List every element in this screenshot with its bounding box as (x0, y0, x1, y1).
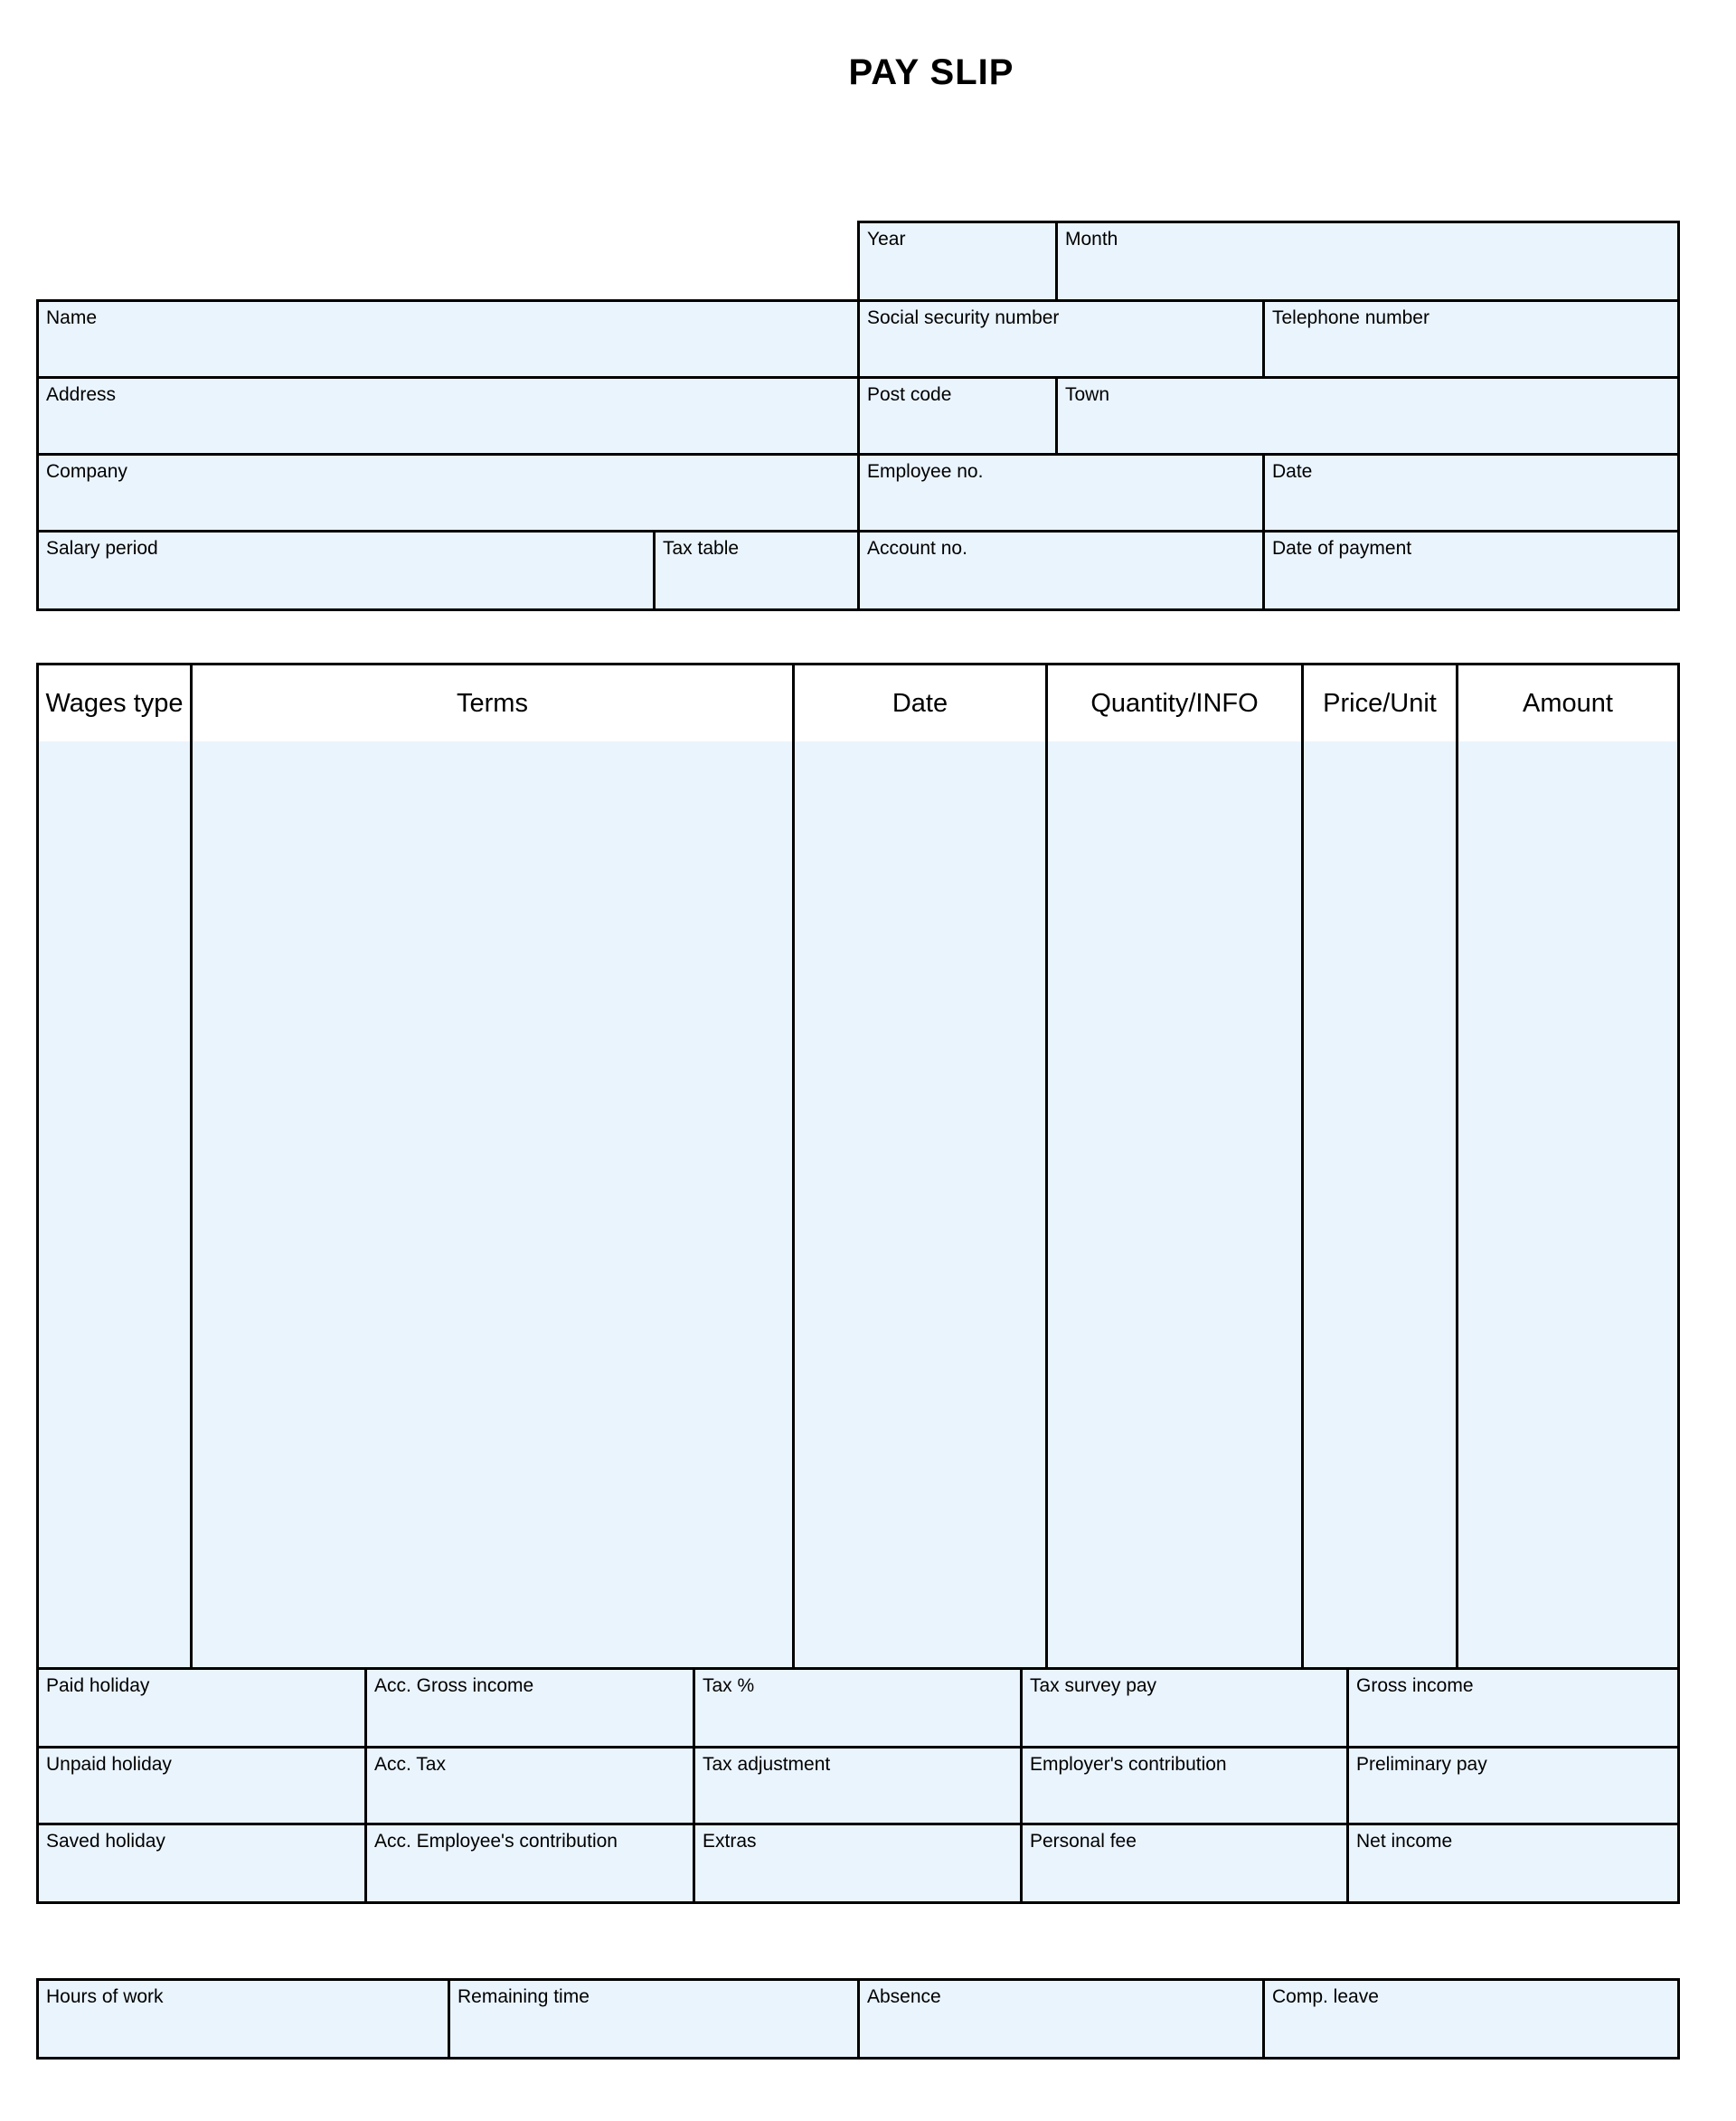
tax-percent-label: Tax % (703, 1675, 755, 1696)
tax-survey-pay-field[interactable] (1020, 1667, 1349, 1749)
name-label: Name (46, 307, 98, 328)
absence-field[interactable] (857, 1978, 1265, 2060)
amount-column[interactable] (1456, 741, 1680, 1670)
column-header-wages-type: Wages type (36, 663, 193, 744)
tax-table-field[interactable] (653, 530, 860, 611)
employee-no-label: Employee no. (867, 461, 984, 482)
ssn-field[interactable] (857, 299, 1265, 379)
column-header-amount: Amount (1456, 663, 1680, 744)
net-income-label: Net income (1356, 1831, 1453, 1852)
date-field[interactable] (1262, 453, 1680, 533)
telephone-field[interactable] (1262, 299, 1680, 379)
paid-holiday-field[interactable] (36, 1667, 367, 1749)
paid-holiday-label: Paid holiday (46, 1675, 150, 1696)
acc-employee-contribution-label: Acc. Employee's contribution (374, 1831, 618, 1852)
acc-gross-income-field[interactable] (364, 1667, 695, 1749)
personal-fee-field[interactable] (1020, 1823, 1349, 1904)
address-label: Address (46, 384, 117, 405)
column-header-quantity: Quantity/INFO (1045, 663, 1304, 744)
extras-label: Extras (703, 1831, 757, 1852)
hours-of-work-field[interactable] (36, 1978, 450, 2060)
date-column[interactable] (792, 741, 1048, 1670)
tax-adjustment-label: Tax adjustment (703, 1754, 831, 1775)
employer-contribution-label: Employer's contribution (1030, 1754, 1227, 1775)
tax-table-label: Tax table (663, 538, 740, 559)
company-label: Company (46, 461, 127, 482)
tax-percent-field[interactable] (693, 1667, 1023, 1749)
name-field[interactable] (36, 299, 860, 379)
unpaid-holiday-label: Unpaid holiday (46, 1754, 172, 1775)
address-field[interactable] (36, 376, 860, 456)
month-label: Month (1065, 229, 1118, 250)
acc-employee-contribution-field[interactable] (364, 1823, 695, 1904)
acc-tax-field[interactable] (364, 1746, 695, 1825)
date-of-payment-label: Date of payment (1272, 538, 1412, 559)
column-header-date: Date (792, 663, 1048, 744)
preliminary-pay-label: Preliminary pay (1356, 1754, 1487, 1775)
town-field[interactable] (1055, 376, 1680, 456)
absence-label: Absence (867, 1986, 941, 2007)
employer-contribution-field[interactable] (1020, 1746, 1349, 1825)
month-field[interactable] (1055, 221, 1680, 302)
preliminary-pay-field[interactable] (1346, 1746, 1680, 1825)
employee-no-field[interactable] (857, 453, 1265, 533)
year-field[interactable] (857, 221, 1058, 302)
year-label: Year (867, 229, 906, 250)
column-header-terms: Terms (190, 663, 795, 744)
salary-period-label: Salary period (46, 538, 158, 559)
remaining-time-field[interactable] (448, 1978, 860, 2060)
remaining-time-label: Remaining time (458, 1986, 590, 2007)
date-of-payment-field[interactable] (1262, 530, 1680, 611)
price-unit-column[interactable] (1301, 741, 1458, 1670)
tax-adjustment-field[interactable] (693, 1746, 1023, 1825)
comp-leave-field[interactable] (1262, 1978, 1680, 2060)
telephone-label: Telephone number (1272, 307, 1429, 328)
post-code-field[interactable] (857, 376, 1058, 456)
terms-column[interactable] (190, 741, 795, 1670)
tax-survey-pay-label: Tax survey pay (1030, 1675, 1157, 1696)
hours-of-work-label: Hours of work (46, 1986, 164, 2007)
unpaid-holiday-field[interactable] (36, 1746, 367, 1825)
wages-type-column[interactable] (36, 741, 193, 1670)
salary-period-field[interactable] (36, 530, 656, 611)
date-label: Date (1272, 461, 1313, 482)
quantity-column[interactable] (1045, 741, 1304, 1670)
ssn-label: Social security number (867, 307, 1060, 328)
column-header-price-unit: Price/Unit (1301, 663, 1458, 744)
acc-tax-label: Acc. Tax (374, 1754, 446, 1775)
extras-field[interactable] (693, 1823, 1023, 1904)
comp-leave-label: Comp. leave (1272, 1986, 1379, 2007)
company-field[interactable] (36, 453, 860, 533)
gross-income-label: Gross income (1356, 1675, 1474, 1696)
town-label: Town (1065, 384, 1110, 405)
saved-holiday-label: Saved holiday (46, 1831, 165, 1852)
account-no-label: Account no. (867, 538, 967, 559)
page-title: PAY SLIP (848, 52, 1014, 92)
saved-holiday-field[interactable] (36, 1823, 367, 1904)
net-income-field[interactable] (1346, 1823, 1680, 1904)
gross-income-field[interactable] (1346, 1667, 1680, 1749)
post-code-label: Post code (867, 384, 952, 405)
personal-fee-label: Personal fee (1030, 1831, 1137, 1852)
acc-gross-income-label: Acc. Gross income (374, 1675, 534, 1696)
account-no-field[interactable] (857, 530, 1265, 611)
